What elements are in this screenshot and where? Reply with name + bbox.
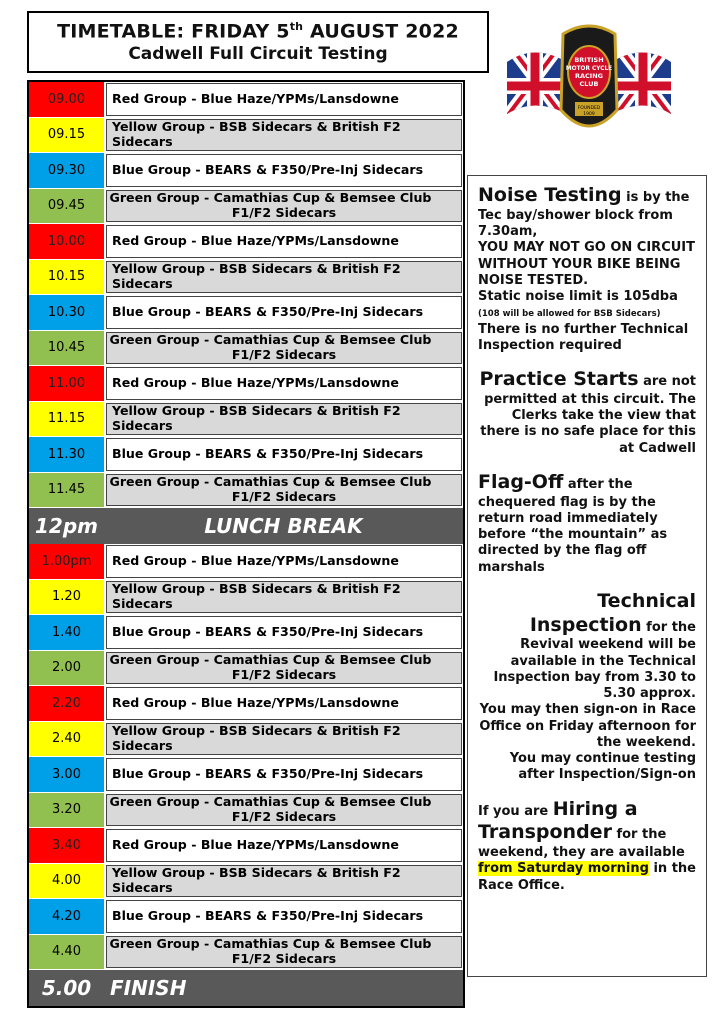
schedule-time: 10.00 [29, 224, 104, 259]
schedule-time: 1.40 [29, 615, 104, 650]
schedule-group: Green Group - Camathias Cup & Bemsee Club F1/F2 Sidecars [106, 936, 462, 969]
schedule-row [29, 153, 463, 189]
schedule-time: 4.00 [29, 864, 104, 899]
lunch-break-row [29, 508, 463, 544]
schedule-row [29, 544, 463, 580]
schedule-time: 4.40 [29, 935, 104, 970]
schedule-row [29, 615, 463, 651]
transponder-section: If you are Hiring a Transponder for the weekend, they are available from Saturday morning in the Race Office. [478, 797, 696, 893]
finish-row [29, 970, 463, 1006]
svg-text:BRITISH: BRITISH [574, 56, 604, 64]
schedule-group: Yellow Group - BSB Sidecars & British F2 Sidecars [106, 119, 462, 152]
schedule-row [29, 473, 463, 509]
schedule-group: Green Group - Camathias Cup & Bemsee Club F1/F2 Sidecars [106, 332, 462, 365]
page-title: TIMETABLE: FRIDAY 5th AUGUST 2022 [57, 20, 459, 43]
schedule-time: 2.40 [29, 722, 104, 757]
schedule-time: 09.15 [29, 118, 104, 153]
info-panel [467, 175, 707, 977]
transponder-heading: Hiring a [552, 797, 638, 820]
finish-time: 5.00 [41, 976, 92, 1000]
schedule-group: Green Group - Camathias Cup & Bemsee Club F1/F2 Sidecars [106, 794, 462, 827]
schedule-row [29, 331, 463, 367]
lunch-label: LUNCH BREAK [204, 514, 363, 538]
schedule-group: Yellow Group - BSB Sidecars & British F2 Sidecars [106, 723, 462, 756]
schedule-time: 3.40 [29, 828, 104, 863]
schedule-group: Blue Group - BEARS & F350/Pre-Inj Sidecars [106, 616, 462, 649]
schedule-row [29, 437, 463, 473]
schedule-group: Red Group - Blue Haze/YPMs/Lansdowne [106, 687, 462, 720]
schedule-row [29, 366, 463, 402]
schedule-row [29, 793, 463, 829]
schedule-row [29, 82, 463, 118]
schedule-time: 11.30 [29, 437, 104, 472]
schedule-time: 09.45 [29, 189, 104, 224]
schedule-time: 3.20 [29, 793, 104, 828]
schedule-row [29, 899, 463, 935]
schedule-row [29, 295, 463, 331]
schedule-time: 09.00 [29, 82, 104, 117]
schedule-group: Red Group - Blue Haze/YPMs/Lansdowne [106, 83, 462, 116]
schedule-row [29, 189, 463, 225]
svg-text:CLUB: CLUB [579, 80, 599, 88]
schedule-group: Yellow Group - BSB Sidecars & British F2 Sidecars [106, 261, 462, 294]
union-flag-right-icon [613, 39, 673, 119]
bmcrc-logo [505, 14, 673, 154]
schedule-row [29, 402, 463, 438]
schedule-row [29, 260, 463, 296]
schedule-group: Blue Group - BEARS & F350/Pre-Inj Sidecars [106, 154, 462, 187]
schedule-group: Yellow Group - BSB Sidecars & British F2 Sidecars [106, 581, 462, 614]
schedule-time: 3.00 [29, 757, 104, 792]
title-box [27, 11, 489, 73]
noise-testing-section: Noise Testing is by the Tec bay/shower block from 7.30am, YOU MAY NOT GO ON CIRCUIT WITHOUT YOUR BIKE BEING NOISE TESTED. Static noise limit is 105dba (108 will be allowed for BSB Sidecars) There is no further Technical Inspection required [478, 184, 695, 353]
schedule-time: 4.20 [29, 899, 104, 934]
schedule-row [29, 935, 463, 971]
schedule-row [29, 864, 463, 900]
schedule-group: Blue Group - BEARS & F350/Pre-Inj Sidecars [106, 900, 462, 933]
schedule-row [29, 686, 463, 722]
schedule-row [29, 651, 463, 687]
svg-text:RACING: RACING [575, 72, 603, 80]
schedule-time: 09.30 [29, 153, 104, 188]
svg-text:FOUNDED: FOUNDED [577, 106, 601, 111]
practice-starts-heading: Practice Starts [479, 368, 639, 390]
schedule-group: Red Group - Blue Haze/YPMs/Lansdowne [106, 545, 462, 578]
schedule-row [29, 224, 463, 260]
union-flag-left-icon [505, 39, 565, 119]
svg-text:1909: 1909 [583, 112, 595, 117]
schedule-row [29, 757, 463, 793]
schedule-group: Green Group - Camathias Cup & Bemsee Club F1/F2 Sidecars [106, 652, 462, 685]
schedule-time: 11.00 [29, 366, 104, 401]
page-subtitle: Cadwell Full Circuit Testing [128, 44, 388, 65]
schedule-time: 1.00pm [29, 544, 104, 579]
schedule-time: 10.15 [29, 260, 104, 295]
flag-off-heading: Flag-Off [478, 470, 564, 493]
schedule-row [29, 118, 463, 154]
lunch-time: 12pm [35, 514, 98, 538]
schedule-group: Red Group - Blue Haze/YPMs/Lansdowne [106, 829, 462, 862]
schedule-row [29, 580, 463, 616]
schedule-group: Green Group - Camathias Cup & Bemsee Club F1/F2 Sidecars [106, 190, 462, 223]
schedule-time: 1.20 [29, 580, 104, 615]
schedule-group: Blue Group - BEARS & F350/Pre-Inj Sidecars [106, 438, 462, 471]
technical-inspection-heading: Technical [597, 589, 696, 612]
schedule-group: Blue Group - BEARS & F350/Pre-Inj Sidecars [106, 758, 462, 791]
schedule-row [29, 722, 463, 758]
finish-label: FINISH [110, 976, 187, 1000]
svg-text:MOTOR CYCLE: MOTOR CYCLE [565, 66, 613, 72]
schedule-time: 2.20 [29, 686, 104, 721]
schedule-time: 10.45 [29, 331, 104, 366]
timetable [27, 80, 465, 1008]
schedule-group: Green Group - Camathias Cup & Bemsee Club F1/F2 Sidecars [106, 474, 462, 507]
noise-testing-heading: Noise Testing [478, 184, 622, 206]
schedule-group: Blue Group - BEARS & F350/Pre-Inj Sidecars [106, 296, 462, 329]
schedule-group: Yellow Group - BSB Sidecars & British F2 Sidecars [106, 865, 462, 898]
technical-inspection-section: Technical Inspection for the Revival weekend will be available in the Technical Inspection bay from 3.30 to 5.30 approx. You may then sign-on in Race Office on Friday afternoon for the weekend. You may continue testing after Inspection/Sign-on [479, 589, 696, 783]
schedule-time: 2.00 [29, 651, 104, 686]
schedule-group: Yellow Group - BSB Sidecars & British F2 Sidecars [106, 403, 462, 436]
schedule-row [29, 828, 463, 864]
schedule-time: 11.15 [29, 402, 104, 437]
schedule-time: 10.30 [29, 295, 104, 330]
schedule-group: Red Group - Blue Haze/YPMs/Lansdowne [106, 225, 462, 258]
practice-starts-section: Practice Starts are not permitted at this circuit. The Clerks take the view that there is no safe place for this at Cadwell [479, 368, 696, 456]
schedule-group: Red Group - Blue Haze/YPMs/Lansdowne [106, 367, 462, 400]
flag-off-section: Flag-Off after the chequered flag is by the return road immediately before “the mountain” as directed by the flag off marshals [478, 470, 668, 575]
schedule-time: 11.45 [29, 473, 104, 508]
